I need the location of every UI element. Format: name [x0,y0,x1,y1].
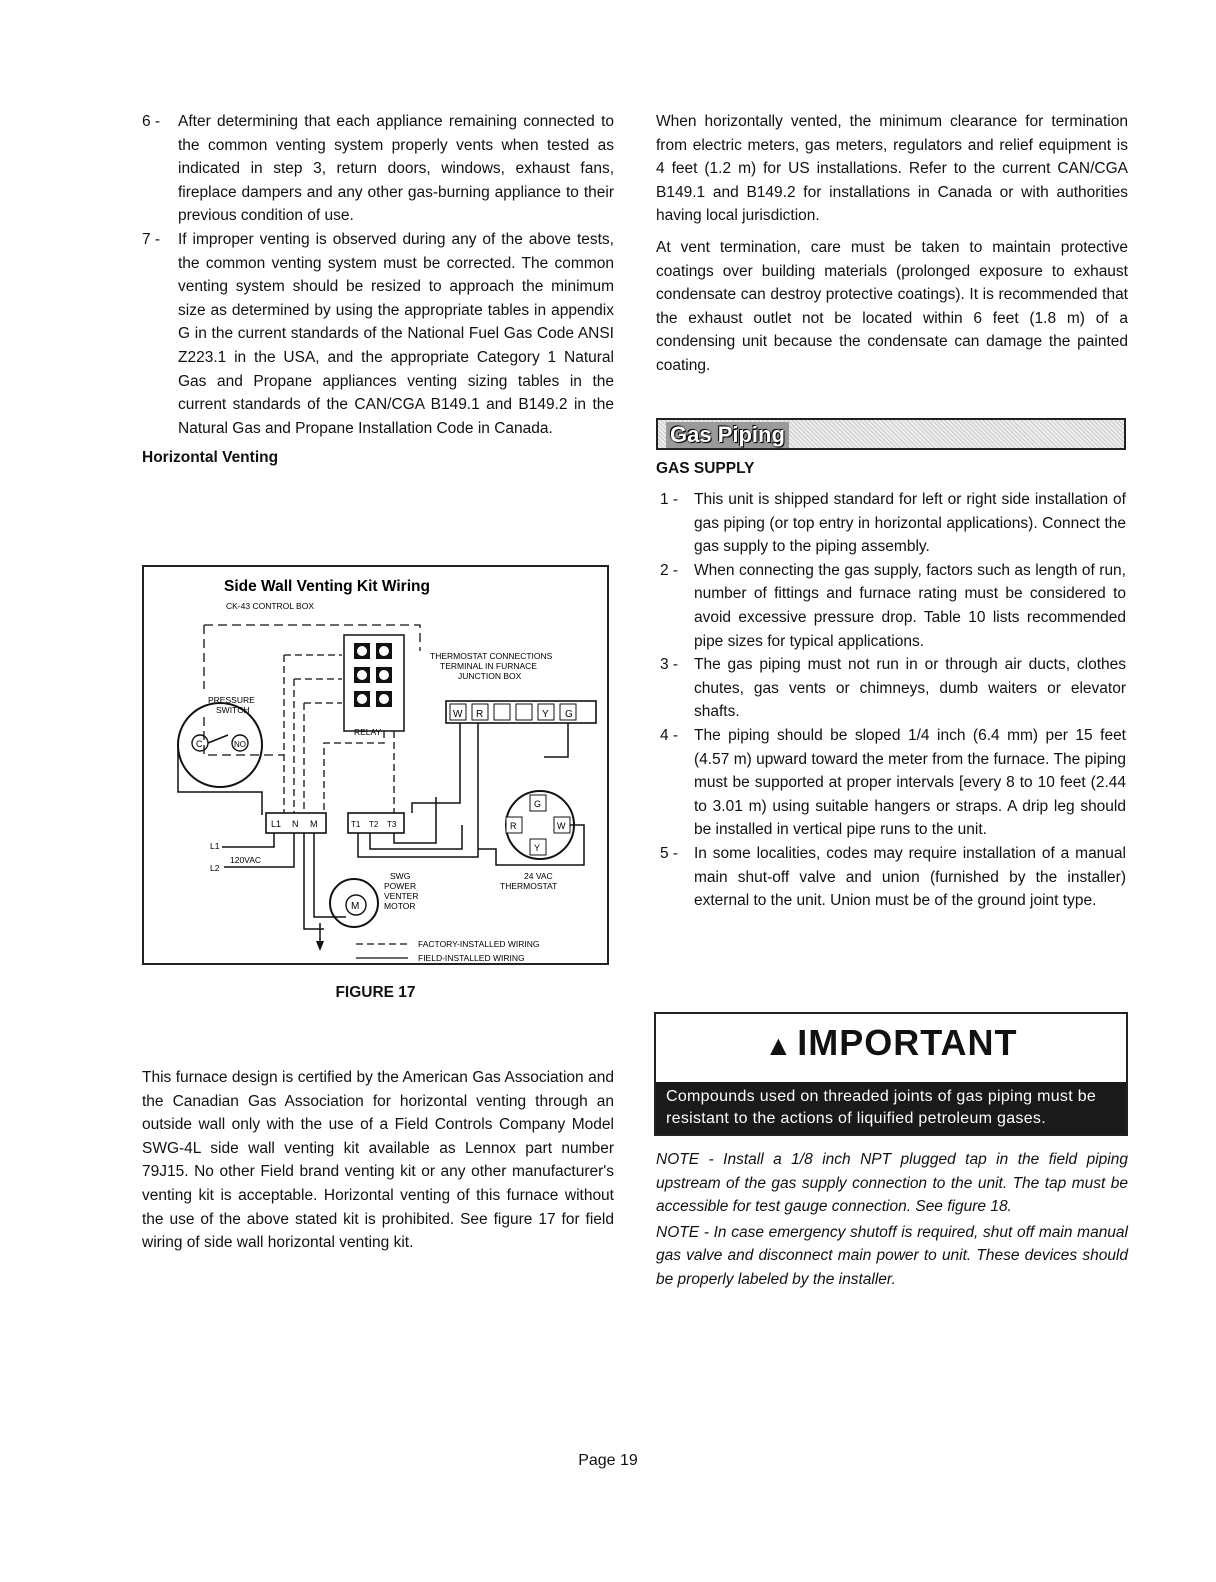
terminal-letter: T2 [369,820,379,829]
factory-wiring [324,731,394,815]
certification-paragraph: This furnace design is certified by the American Gas Association and the Canadian Gas Association for horizontal venting through an outside wall only with the use of a Field Controls Company Model SWG-4L side wall venting kit available as Lennox part number 79J15. No other Field brand venting kit or any other manufacturer's venting kit is acceptable. Horizontal venting of this furnace without the use of the above stated kit is prohibited. See figure 17 for field wiring of side wall horizontal venting kit. [142,1069,614,1252]
terminal-letter: M [310,819,318,829]
important-title-text: IMPORTANT [797,1022,1018,1063]
gas-step-5 [660,842,1126,913]
thermostat-conn-label: JUNCTION BOX [458,671,522,681]
l2-label: L2 [210,863,220,873]
thermostat-conn-label: TERMINAL IN FURNACE [440,661,537,671]
terminal-letter: Y [542,709,549,720]
step-text: If improper venting is observed during any of the above tests, the common venting system must be corrected. The common venting system should be resized to approach the minimum size as determined by using the appropriate tables in appendix G in the current standards of the National Fuel Gas Code ANSI Z223.1 in the USA, and the appropriate Category 1 Natural Gas and Propane appliances venting sizing tables in the current standards of the CAN/CGA B149.1 and B149.2 in the Natural Gas and Propane Installation Code in Canada. [178,230,614,437]
step-text: After determining that each appliance remaining connected to the common venting system properly vents when tested as indicated in step 3, return doors, windows, exhaust fans, fireplace dampers and any other gas-burning appliance to their previous condition of use. [178,113,614,225]
relay-screw [357,646,367,656]
left-column [142,110,614,478]
step-text: The piping should be sloped 1/4 inch (6.4 mm) per 15 feet (4.57 m) upward toward the meter from the furnace. The piping must be supported at proper intervals [every 8 to 10 feet (2.44 to 3.01 m) using suitable hangers or straps. A drip leg should be installed in vertical pipe runs to the unit. [694,726,1126,839]
step-text: When connecting the gas supply, factors such as length of run, number of fittings and furnace rating must be considered to avoid excessive pressure drop. Table 10 lists recommended pipe sizes for typical applications. [694,561,1126,650]
gas-step-3 [660,653,1126,724]
terminal-letter: G [534,799,542,809]
relay-screw [379,670,389,680]
important-title [656,1022,1126,1064]
ground-arrow [316,941,324,951]
venting-step-7 [142,228,614,440]
gas-supply-steps [660,488,1126,913]
gas-piping-section-header [656,418,1126,450]
swg-label: POWER [384,881,417,891]
contact-label: NO [234,740,246,749]
step-number: 4 - [660,726,679,744]
relay-screw [379,694,389,704]
relay-block [344,635,404,731]
step-number: 1 - [660,491,679,508]
figure-caption: FIGURE 17 [335,984,416,1001]
step-number: 2 - [660,561,679,579]
terminal-letter: R [476,709,484,720]
step-number: 5 - [660,844,679,862]
notes [656,1148,1128,1294]
control-box-label: CK-43 CONTROL BOX [226,601,315,611]
gas-step-4 [660,724,1126,842]
pressure-switch-label: PRESSURE [208,695,255,705]
terminal-letter: G [565,709,573,720]
important-warning-box [654,1012,1128,1136]
legend-field: FIELD-INSTALLED WIRING [418,953,525,963]
terminal-letter: T1 [351,820,361,829]
terminal-letter: W [453,709,463,720]
motor-letter: M [351,901,360,912]
relay-label: RELAY [354,727,382,737]
gas-step-1 [660,488,1126,559]
contact-label: C [196,739,203,749]
clearance-paragraph: When horizontally vented, the minimum clearance for termination from electric meters, gas meters, regulators and relief equipment is 4 feet (1.2 m) for US installations. Refer to the current CAN/CGA B149.1 and B149.2 for installations in Canada or with authorities having local jurisdiction. [656,113,1128,225]
voltage-label: 120VAC [230,855,262,865]
horizontal-venting-heading: Horizontal Venting [142,449,279,467]
thermostat-label: 24 VAC [524,871,553,881]
relay-screw [379,646,389,656]
page-number: Page 19 [578,1452,638,1469]
legend-factory: FACTORY-INSTALLED WIRING [418,939,540,949]
wiring-diagram [142,565,609,965]
step-text: The gas piping must not run in or through air ducts, clothes chutes, gas vents or chimneys, dumb waiters or elevator shafts. [694,656,1126,721]
warning-triangle-icon: ▲ [764,1030,794,1061]
switch-arm [208,735,228,743]
thermostat-label: THERMOSTAT [500,881,558,891]
note-emergency-shutoff: NOTE - In case emergency shutoff is required, shut off main manual gas valve and disconnect main power to unit. These devices should be properly labeled by the installer. [656,1223,1128,1288]
terminal-letter: W [557,821,566,831]
terminal-letter: R [510,821,517,831]
note-test-tap: NOTE - Install a 1/8 inch NPT plugged tap in the field piping upstream of the gas supply connection to the unit. The tap must be accessible for test gauge connection. See figure 18. [656,1151,1128,1216]
terminal-letter: T3 [387,820,397,829]
gas-piping-title: Gas Piping [666,422,789,448]
right-column [656,110,1128,386]
l1-label: L1 [210,841,220,851]
venting-step-6 [142,110,614,228]
step-number: 3 - [660,656,679,674]
terminal-letter: L1 [271,819,282,829]
junction-terminal [494,704,510,720]
step-text: This unit is shipped standard for left or right side installation of gas piping (or top entry in horizontal applications). Connect the gas supply to the piping assembly. [694,491,1126,556]
gas-step-2 [660,559,1126,653]
junction-terminal [516,704,532,720]
vent-termination-paragraph: At vent termination, care must be taken to maintain protective coatings over building materials (prolonged exposure to exhaust condensate can destroy protective coatings). It is recommended that the exhaust outlet not be located within 6 feet (1.8 m) of a condensing unit because the condensate can damage the painted coating. [656,238,1128,374]
swg-label: MOTOR [384,901,416,911]
field-wiring [178,743,262,815]
relay-screw [357,670,367,680]
swg-label: SWG [390,871,411,881]
thermostat-conn-label: THERMOSTAT CONNECTIONS [430,651,553,661]
wiring-diagram-svg [144,567,611,967]
step-number: 6 - [142,113,161,130]
swg-label: VENTER [384,891,419,901]
field-wiring [478,723,568,777]
pressure-switch-label: SWITCH [216,705,250,715]
figure-title: Side Wall Venting Kit Wiring [224,578,430,595]
factory-wiring [304,833,346,947]
important-body: Compounds used on threaded joints of gas piping must be resistant to the actions of liquified petroleum gases. [656,1082,1126,1134]
terminal-letter: Y [534,843,541,853]
step-number: 7 - [142,230,161,248]
pressure-switch-body [178,703,262,787]
step-text: In some localities, codes may require installation of a manual main shut-off valve and union (furnished by the installer) external to the unit. Union must be of the ground joint type. [694,844,1126,910]
relay-screw [357,694,367,704]
gas-supply-heading: GAS SUPPLY [656,460,755,477]
factory-wiring [284,655,342,703]
terminal-letter: N [292,819,299,829]
